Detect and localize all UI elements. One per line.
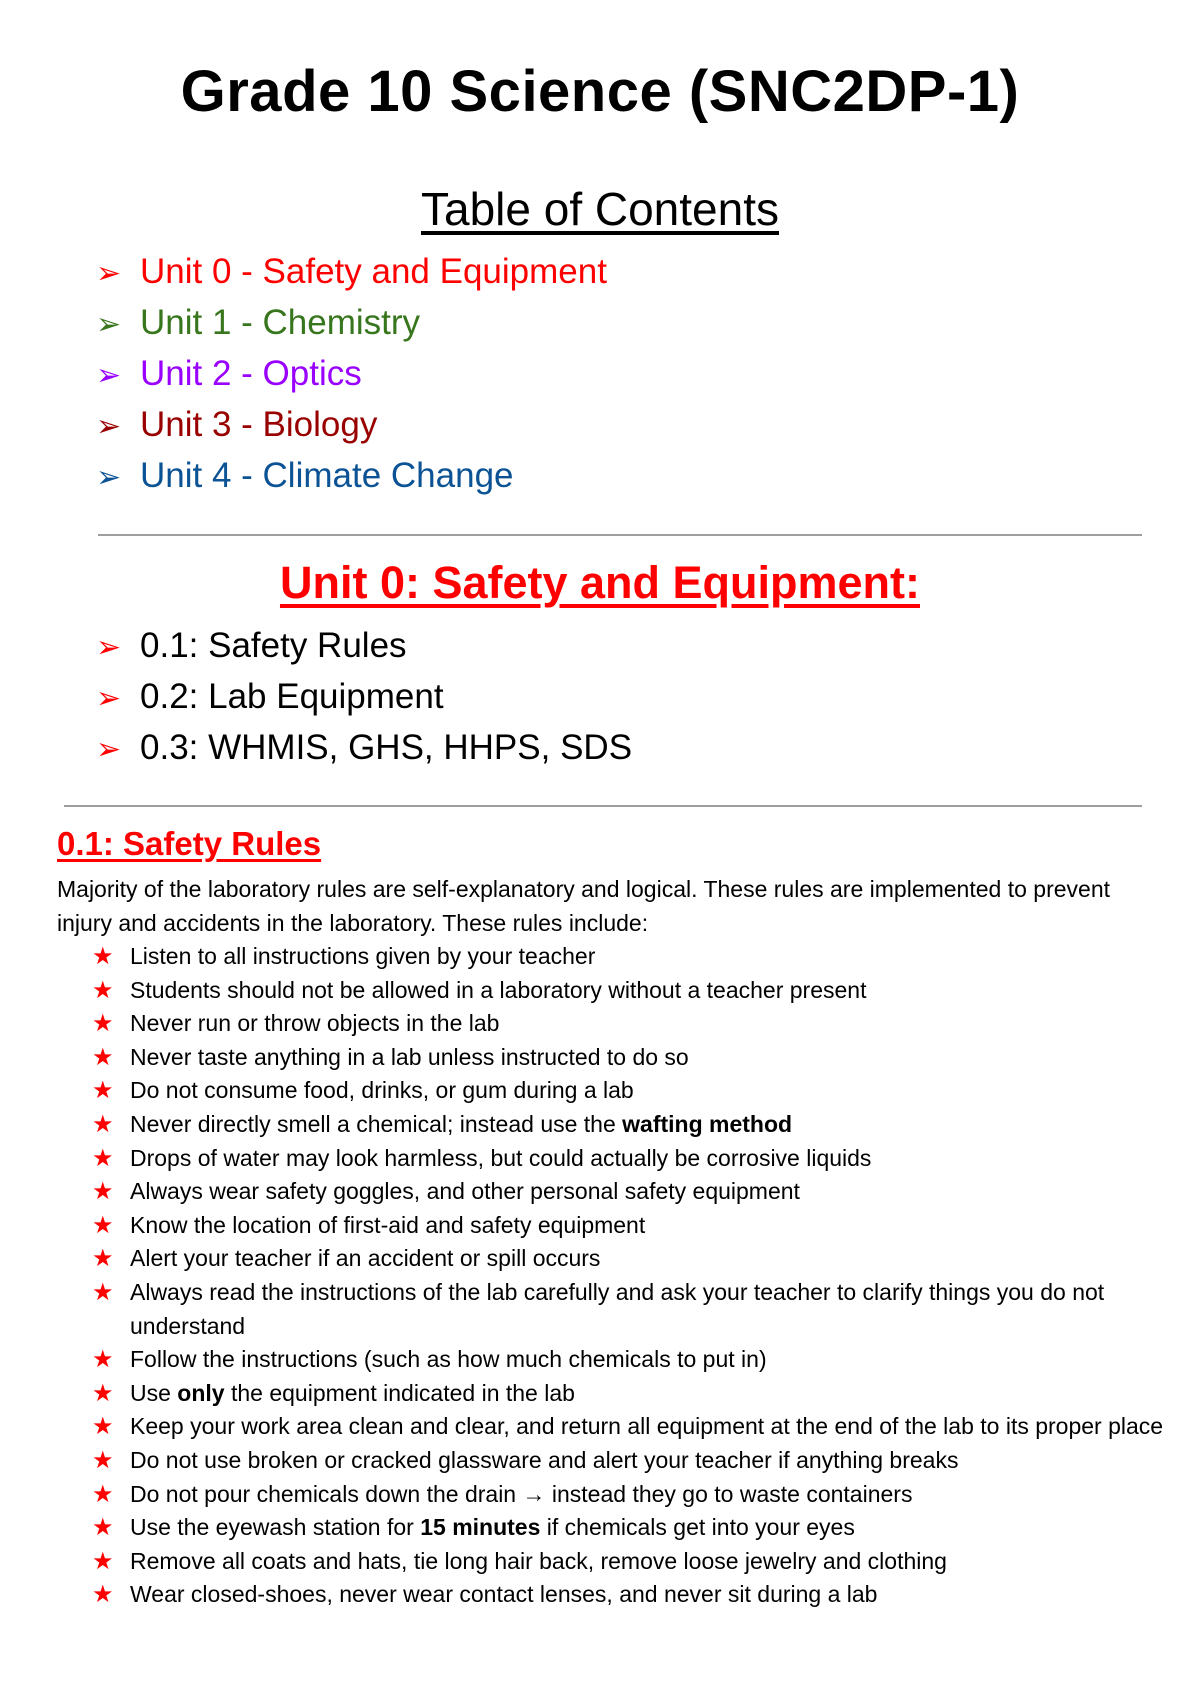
arrow-bullet-icon: ➢ [96,682,122,715]
rule-emphasis: wafting method [622,1110,793,1137]
arrow-bullet-icon: ➢ [96,359,122,392]
arrow-bullet-icon: ➢ [96,461,122,494]
rule-text: Use [130,1379,178,1406]
rule-text: Remove all coats and hats, tie long hair back, remove loose jewelry and clothing [130,1547,947,1574]
rule-text: Always wear safety goggles, and other personal safety equipment [130,1178,800,1205]
toc-item-unit-2[interactable] [96,348,607,399]
safety-rule-item [92,1578,1172,1612]
section-0-1-heading: 0.1: Safety Rules [57,825,322,862]
toc-item-unit-4[interactable] [96,450,607,501]
rule-emphasis: 15 minutes [420,1514,541,1541]
safety-rule-item [92,1108,1172,1142]
star-bullet-icon: ★ [92,1581,114,1609]
safety-rule-item [92,940,1172,974]
toc-item-label: Unit 1 - Chemistry [140,303,421,342]
toc-item-unit-1[interactable] [96,297,607,348]
subsection-item-label: 0.3: WHMIS, GHS, HHPS, SDS [140,728,633,767]
arrow-bullet-icon: ➢ [96,308,122,341]
rule-text: the equipment indicated in the lab [224,1379,575,1406]
subsection-item-label: 0.1: Safety Rules [140,626,407,665]
arrow-bullet-icon: ➢ [96,257,122,290]
rule-text: Keep your work area clean and clear, and return all equipment at the end of the lab to its proper place [130,1413,1164,1440]
toc-item-label: Unit 2 - Optics [140,354,362,393]
toc-list [96,246,607,501]
section-intro-paragraph: Majority of the laboratory rules are self-explanatory and logical. These rules are implemented to prevent injury and accidents in the laboratory. These rules include: [57,876,1111,936]
document-title: Grade 10 Science (SNC2DP-1) [180,59,1020,124]
rule-text: Know the location of first-aid and safety equipment [130,1211,646,1238]
toc-item-label: Unit 0 - Safety and Equipment [140,252,607,291]
safety-rule-item [92,1511,1172,1545]
safety-rule-item [92,1209,1172,1243]
toc-item-label: Unit 4 - Climate Change [140,456,514,495]
safety-rule-item [92,1545,1172,1579]
arrow-bullet-icon: ➢ [96,410,122,443]
safety-rule-item [92,1242,1172,1276]
safety-rule-item [92,1041,1172,1075]
toc-heading: Table of Contents [420,183,779,235]
star-bullet-icon: ★ [92,1178,114,1206]
safety-rule-item [92,1175,1172,1209]
safety-rule-item [92,1410,1172,1444]
safety-rule-item [92,1007,1172,1041]
unit-0-heading: Unit 0: Safety and Equipment: [279,557,921,608]
star-bullet-icon: ★ [92,1110,114,1138]
safety-rule-item [92,1142,1172,1176]
rule-text: Listen to all instructions given by your teacher [130,943,596,969]
rule-text: Alert your teacher if an accident or spill occurs [130,1245,601,1272]
rule-text: Wear closed-shoes, never wear contact lenses, and never sit during a lab [130,1581,878,1608]
safety-rule-item [92,974,1172,1008]
toc-item-unit-3[interactable] [96,399,607,450]
subsection-item-0-3[interactable] [96,722,632,773]
unit-0-subsection-list [96,620,632,773]
star-bullet-icon: ★ [92,1547,114,1575]
safety-rule-item [92,1343,1172,1377]
arrow-bullet-icon: ➢ [96,733,122,766]
safety-rule-item [92,1074,1172,1108]
divider [64,805,1142,807]
subsection-item-label: 0.2: Lab Equipment [140,677,444,716]
star-bullet-icon: ★ [92,1346,114,1374]
rule-text: Never taste anything in a lab unless instructed to do so [130,1043,689,1070]
toc-item-unit-0[interactable] [96,246,607,297]
star-bullet-icon: ★ [92,1278,114,1306]
rule-text: Never directly smell a chemical; instead use the [130,1110,623,1137]
arrow-bullet-icon: ➢ [96,631,122,664]
rule-text: if chemicals get into your eyes [540,1514,855,1541]
divider [98,534,1142,536]
star-bullet-icon: ★ [92,1211,114,1239]
rule-emphasis: only [177,1379,225,1406]
safety-rule-item [92,1478,1172,1512]
star-bullet-icon: ★ [92,1379,114,1407]
star-bullet-icon: ★ [92,976,114,1004]
rule-text: Do not use broken or cracked glassware and alert your teacher if anything breaks [130,1446,959,1473]
rule-text: Do not consume food, drinks, or gum during a lab [130,1077,634,1104]
star-bullet-icon: ★ [92,1514,114,1542]
star-bullet-icon: ★ [92,1043,114,1071]
safety-rule-item [92,1276,1172,1343]
subsection-item-0-2[interactable] [96,671,632,722]
safety-rule-item [92,1377,1172,1411]
rule-text: Always read the instructions of the lab carefully and ask your teacher to clarify things you do not understand [130,1278,1105,1339]
star-bullet-icon: ★ [92,1144,114,1172]
rule-text: Never run or throw objects in the lab [130,1010,500,1037]
rule-text: Drops of water may look harmless, but could actually be corrosive liquids [130,1144,872,1171]
rule-text: Students should not be allowed in a laboratory without a teacher present [130,976,867,1003]
star-bullet-icon: ★ [92,1480,114,1508]
star-bullet-icon: ★ [92,943,114,970]
star-bullet-icon: ★ [92,1010,114,1038]
star-bullet-icon: ★ [92,1446,114,1474]
rule-text: Use the eyewash station for [130,1514,421,1541]
subsection-item-0-1[interactable] [96,620,632,671]
star-bullet-icon: ★ [92,1413,114,1441]
rule-text: Do not pour chemicals down the drain → instead they go to waste containers [130,1480,913,1507]
safety-rule-item [92,1444,1172,1478]
toc-item-label: Unit 3 - Biology [140,405,378,444]
star-bullet-icon: ★ [92,1077,114,1105]
safety-rules-list [92,940,1172,1612]
star-bullet-icon: ★ [92,1245,114,1273]
rule-text: Follow the instructions (such as how much chemicals to put in) [130,1346,767,1373]
